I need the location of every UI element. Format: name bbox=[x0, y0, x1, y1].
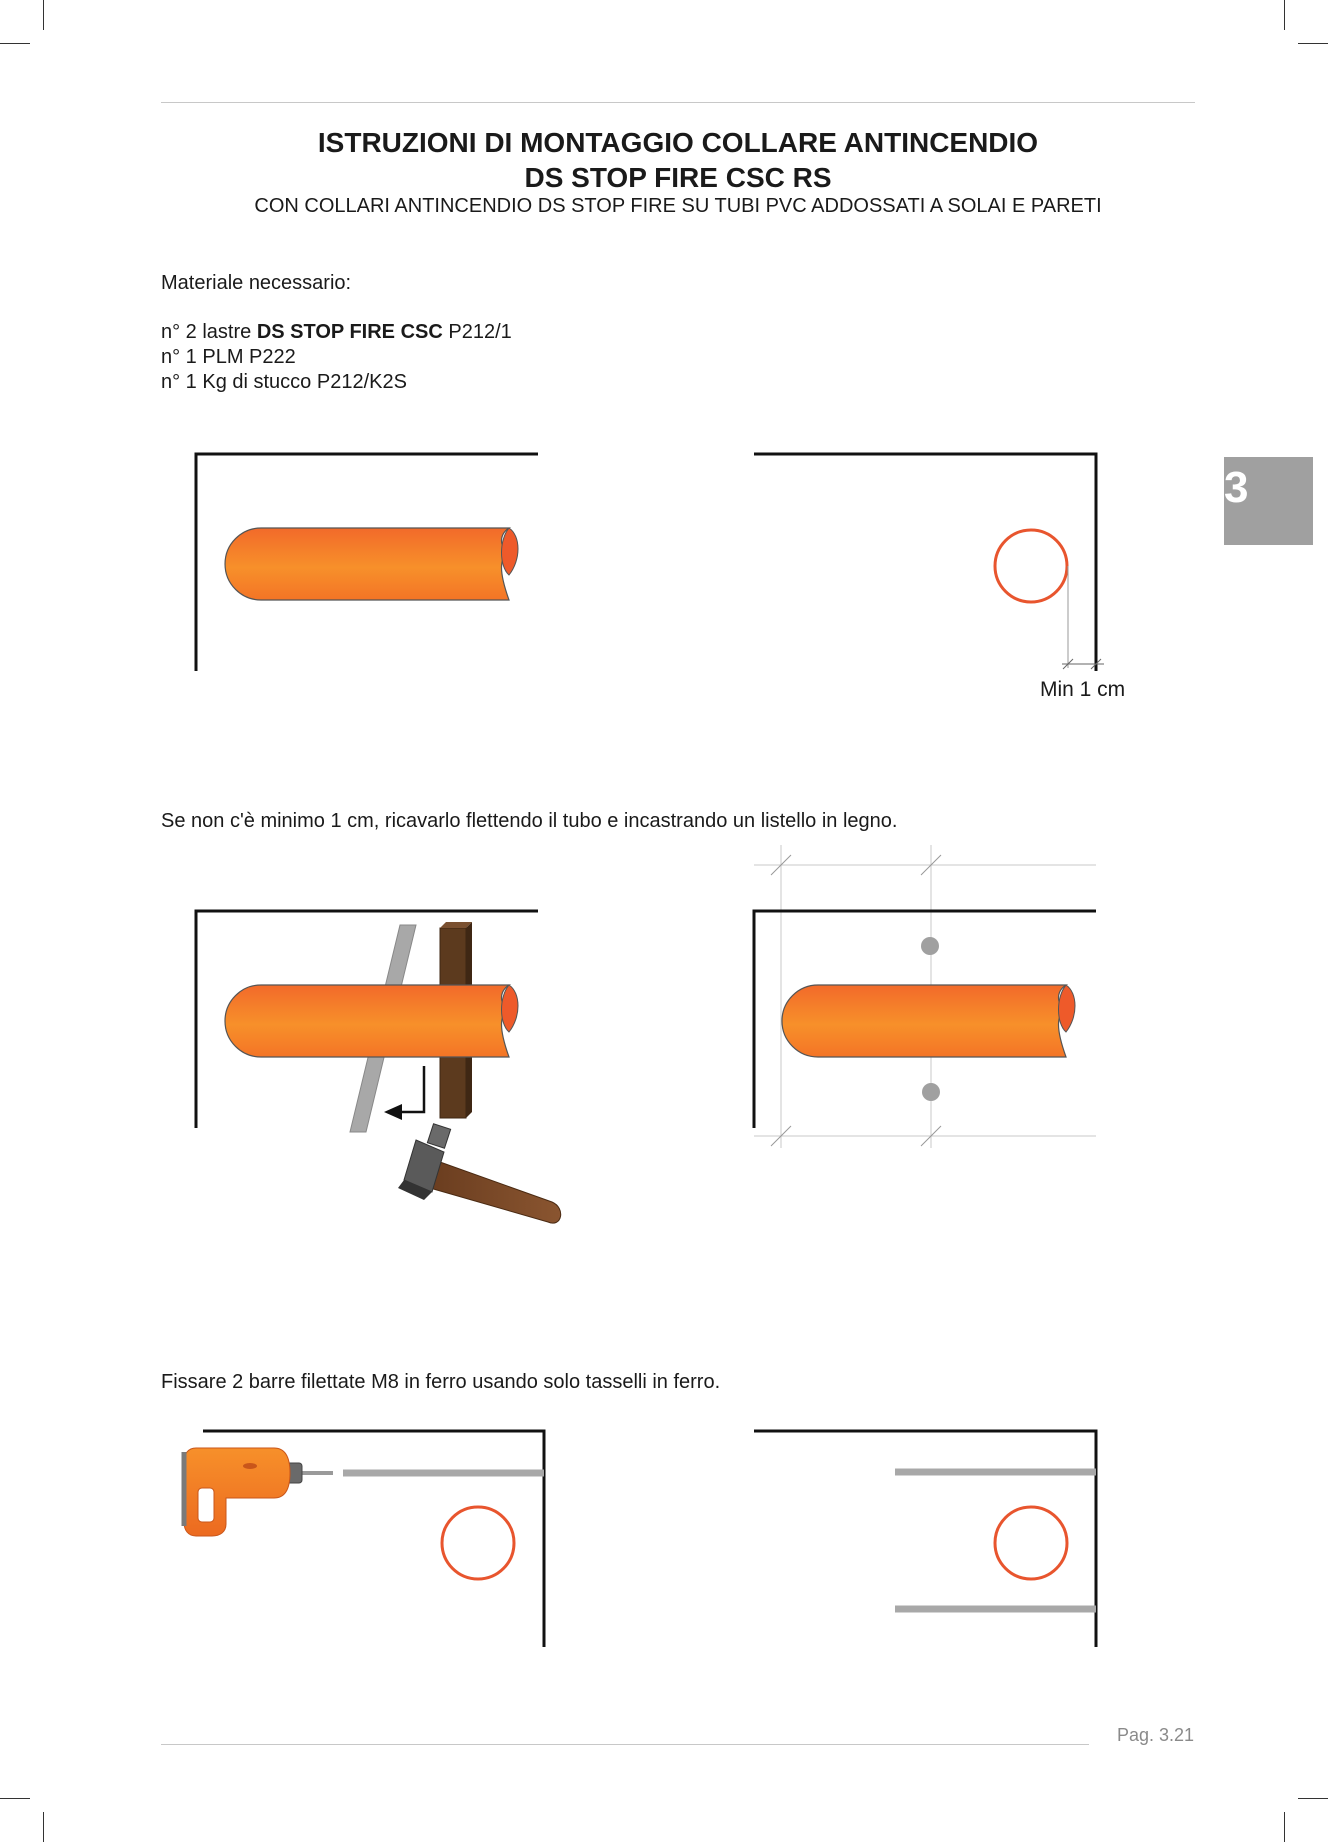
materials-heading: Materiale necessario: bbox=[161, 272, 352, 294]
instruction-step2: Se non c'è minimo 1 cm, ricavarlo flettendo il tubo e incastrando un listello in legno. bbox=[161, 810, 898, 832]
page-number: Pag. 3.21 bbox=[1116, 1725, 1194, 1745]
hammer-icon bbox=[398, 1124, 561, 1223]
footer-rule bbox=[161, 1744, 1089, 1745]
section-tab-number: 3 bbox=[1224, 463, 1249, 512]
materials-item-prefix: n° 1 PLM P222 bbox=[161, 346, 296, 368]
page-title-product: DS STOP FIRE CSC RS bbox=[524, 162, 832, 193]
page-subtitle: CON COLLARI ANTINCENDIO DS STOP FIRE SU TUBI PVC ADDOSSATI A SOLAI E PARETI bbox=[254, 195, 1102, 217]
figure1-left bbox=[196, 454, 538, 671]
figure2-left bbox=[196, 911, 538, 1132]
dimension-label: Min 1 cm bbox=[1040, 678, 1126, 701]
figure1-right bbox=[754, 454, 1104, 671]
instruction-step3: Fissare 2 barre filettate M8 in ferro usando solo tasselli in ferro. bbox=[161, 1371, 721, 1393]
page-title: ISTRUZIONI DI MONTAGGIO COLLARE ANTINCENDIO bbox=[317, 127, 1039, 158]
figure3-right bbox=[754, 1431, 1096, 1647]
materials-item-suffix: P212/1 bbox=[442, 321, 512, 343]
materials-item-bold: DS STOP FIRE CSC bbox=[256, 321, 443, 343]
materials-item-prefix: n° 1 Kg di stucco P212/K2S bbox=[161, 371, 407, 393]
figure2-right bbox=[754, 845, 1096, 1148]
materials-item-prefix: n° 2 lastre bbox=[161, 321, 257, 343]
drill-icon bbox=[184, 1448, 333, 1536]
